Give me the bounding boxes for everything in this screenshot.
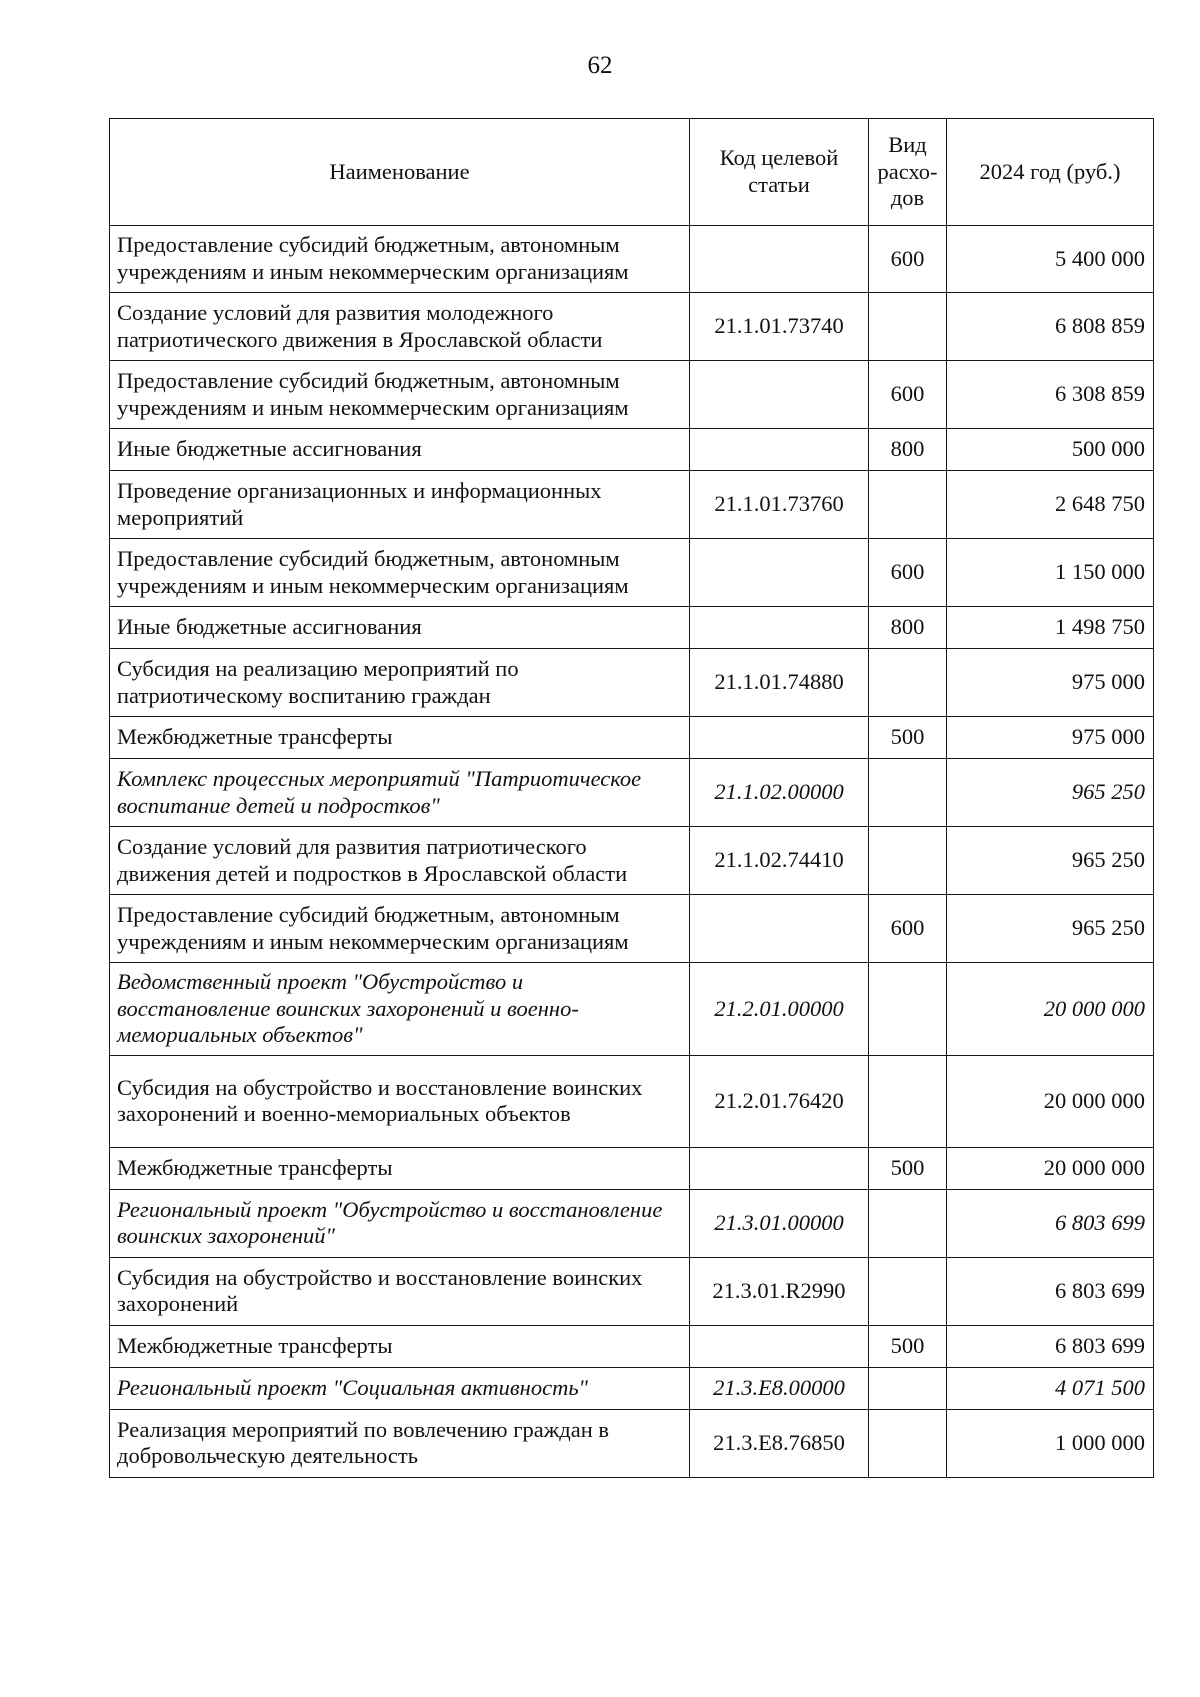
- cell-amount: 20 000 000: [947, 1055, 1154, 1147]
- cell-name: Иные бюджетные ассигнования: [110, 429, 690, 471]
- table-row: [110, 895, 1154, 963]
- cell-code: 21.2.01.00000: [690, 963, 869, 1056]
- cell-code: 21.3.E8.00000: [690, 1367, 869, 1409]
- cell-code: [690, 539, 869, 607]
- cell-expense-type: 500: [869, 1325, 947, 1367]
- cell-expense-type: 800: [869, 429, 947, 471]
- table-row: [110, 539, 1154, 607]
- cell-expense-type: 600: [869, 539, 947, 607]
- cell-name: Предоставление субсидий бюджетным, автономным учреждениям и иным некоммерческим организациям: [110, 895, 690, 963]
- cell-amount: 975 000: [947, 717, 1154, 759]
- cell-amount: 500 000: [947, 429, 1154, 471]
- cell-expense-type: 600: [869, 895, 947, 963]
- cell-expense-type: [869, 1257, 947, 1325]
- cell-amount: 975 000: [947, 649, 1154, 717]
- cell-code: 21.1.01.73760: [690, 471, 869, 539]
- cell-name: Региональный проект "Обустройство и восстановление воинских захоронений": [110, 1189, 690, 1257]
- cell-expense-type: 500: [869, 1147, 947, 1189]
- cell-name: Предоставление субсидий бюджетным, автономным учреждениям и иным некоммерческим организациям: [110, 226, 690, 293]
- cell-expense-type: [869, 1055, 947, 1147]
- cell-code: [690, 607, 869, 649]
- cell-expense-type: [869, 649, 947, 717]
- cell-name: Иные бюджетные ассигнования: [110, 607, 690, 649]
- cell-code: 21.1.01.74880: [690, 649, 869, 717]
- budget-table: [109, 118, 1154, 1478]
- cell-code: 21.3.01.00000: [690, 1189, 869, 1257]
- cell-name: Субсидия на реализацию мероприятий по патриотическому воспитанию граждан: [110, 649, 690, 717]
- cell-code: 21.2.01.76420: [690, 1055, 869, 1147]
- cell-amount: 6 803 699: [947, 1325, 1154, 1367]
- cell-expense-type: [869, 471, 947, 539]
- page-number: 62: [587, 52, 613, 79]
- cell-code: [690, 429, 869, 471]
- cell-amount: 6 803 699: [947, 1189, 1154, 1257]
- table-row: [110, 1189, 1154, 1257]
- table-row: [110, 429, 1154, 471]
- table-row: [110, 226, 1154, 293]
- cell-amount: 6 808 859: [947, 293, 1154, 361]
- cell-amount: 6 803 699: [947, 1257, 1154, 1325]
- cell-name: Межбюджетные трансферты: [110, 717, 690, 759]
- cell-expense-type: 600: [869, 361, 947, 429]
- cell-code: [690, 226, 869, 293]
- table-row: [110, 1367, 1154, 1409]
- table-row: [110, 717, 1154, 759]
- cell-expense-type: [869, 759, 947, 827]
- cell-name: Региональный проект "Социальная активность": [110, 1367, 690, 1409]
- cell-name: Субсидия на обустройство и восстановление воинских захоронений и военно-мемориальных объектов: [110, 1055, 690, 1147]
- cell-code: 21.3.01.R2990: [690, 1257, 869, 1325]
- cell-amount: 965 250: [947, 827, 1154, 895]
- header-code: Код целевой статьи: [690, 119, 869, 226]
- table-row: [110, 1409, 1154, 1477]
- cell-amount: 965 250: [947, 895, 1154, 963]
- table-row: [110, 1325, 1154, 1367]
- header-amount: 2024 год (руб.): [947, 119, 1154, 226]
- cell-name: Предоставление субсидий бюджетным, автономным учреждениям и иным некоммерческим организациям: [110, 539, 690, 607]
- table-row: [110, 649, 1154, 717]
- cell-amount: 6 308 859: [947, 361, 1154, 429]
- table-header-row: [110, 119, 1154, 226]
- table-row: [110, 293, 1154, 361]
- cell-code: [690, 717, 869, 759]
- cell-code: 21.1.02.74410: [690, 827, 869, 895]
- table-row: [110, 1147, 1154, 1189]
- cell-expense-type: 800: [869, 607, 947, 649]
- table-row: [110, 607, 1154, 649]
- table-row: [110, 361, 1154, 429]
- cell-name: Ведомственный проект "Обустройство и восстановление воинских захоронений и военно-мемориальных объектов": [110, 963, 690, 1056]
- cell-expense-type: [869, 1409, 947, 1477]
- header-type: Вид расхо-дов: [869, 119, 947, 226]
- cell-name: Реализация мероприятий по вовлечению граждан в добровольческую деятельность: [110, 1409, 690, 1477]
- cell-amount: 5 400 000: [947, 226, 1154, 293]
- cell-amount: 20 000 000: [947, 963, 1154, 1056]
- table-body: [110, 226, 1154, 1478]
- cell-expense-type: 600: [869, 226, 947, 293]
- table-row: [110, 1257, 1154, 1325]
- cell-name: Межбюджетные трансферты: [110, 1147, 690, 1189]
- cell-code: 21.1.01.73740: [690, 293, 869, 361]
- cell-name: Межбюджетные трансферты: [110, 1325, 690, 1367]
- cell-name: Комплекс процессных мероприятий "Патриотическое воспитание детей и подростков": [110, 759, 690, 827]
- cell-amount: 1 498 750: [947, 607, 1154, 649]
- header-name: Наименование: [110, 119, 690, 226]
- table-row: [110, 759, 1154, 827]
- cell-name: Субсидия на обустройство и восстановление воинских захоронений: [110, 1257, 690, 1325]
- cell-name: Создание условий для развития патриотического движения детей и подростков в Ярославской области: [110, 827, 690, 895]
- cell-name: Создание условий для развития молодежного патриотического движения в Ярославской области: [110, 293, 690, 361]
- cell-code: [690, 1325, 869, 1367]
- cell-code: 21.1.02.00000: [690, 759, 869, 827]
- table-row: [110, 471, 1154, 539]
- cell-expense-type: [869, 827, 947, 895]
- cell-amount: 965 250: [947, 759, 1154, 827]
- cell-code: [690, 895, 869, 963]
- cell-expense-type: [869, 1189, 947, 1257]
- cell-expense-type: [869, 293, 947, 361]
- cell-amount: 20 000 000: [947, 1147, 1154, 1189]
- cell-amount: 1 000 000: [947, 1409, 1154, 1477]
- cell-code: [690, 1147, 869, 1189]
- cell-amount: 2 648 750: [947, 471, 1154, 539]
- cell-code: 21.3.E8.76850: [690, 1409, 869, 1477]
- cell-expense-type: [869, 963, 947, 1056]
- cell-amount: 4 071 500: [947, 1367, 1154, 1409]
- cell-name: Проведение организационных и информационных мероприятий: [110, 471, 690, 539]
- cell-expense-type: 500: [869, 717, 947, 759]
- cell-expense-type: [869, 1367, 947, 1409]
- table-row: [110, 1055, 1154, 1147]
- cell-amount: 1 150 000: [947, 539, 1154, 607]
- table-row: [110, 963, 1154, 1056]
- cell-name: Предоставление субсидий бюджетным, автономным учреждениям и иным некоммерческим организациям: [110, 361, 690, 429]
- table-row: [110, 827, 1154, 895]
- cell-code: [690, 361, 869, 429]
